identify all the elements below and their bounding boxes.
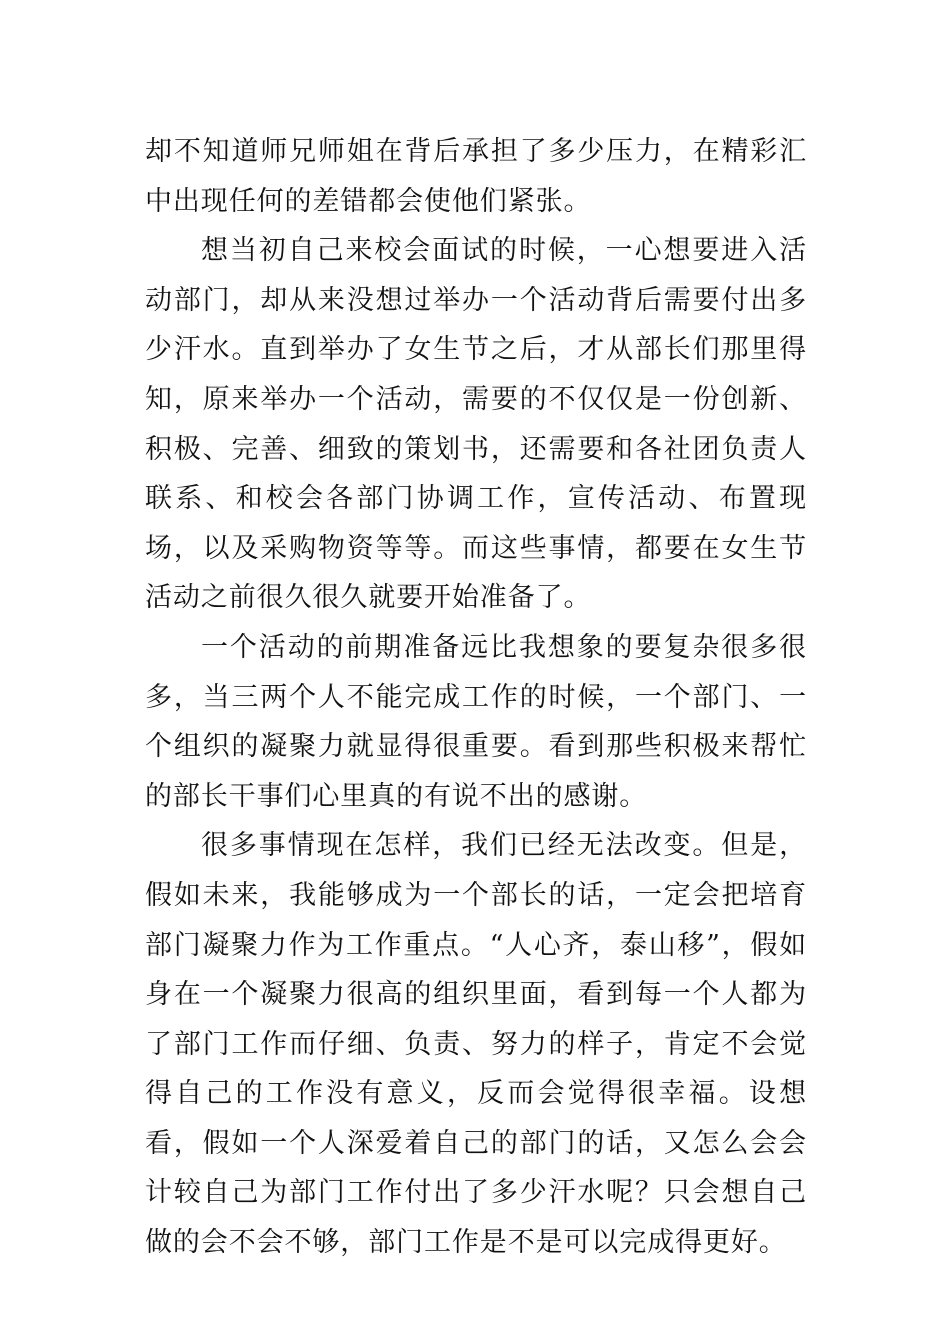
paragraph-1: 却不知道师兄师姐在背后承担了多少压力，在精彩汇中出现任何的差错都会使他们紧张。 xyxy=(145,136,807,217)
paragraph-3: 一个活动的前期准备远比我想象的要复杂很多很多，当三两个人不能完成工作的时候，一个部门、一个组织的凝聚力就显得很重要。看到那些积极来帮忙的部长干事们心里真的有说不出的感谢。 xyxy=(145,631,807,812)
paragraph-4: 很多事情现在怎样，我们已经无法改变。但是，假如未来，我能够成为一个部长的话，一定会把培育部门凝聚力作为工作重点。“人心齐，泰山移”，假如身在一个凝聚力很高的组织里面，看到每一个人都为了部门工作而仔细、负责、努力的样子，肯定不会觉得自己的工作没有意义，反而会觉得很幸福。设想看，假如一个人深爱着自己的部门的话，又怎么会会计较自己为部门工作付出了多少汗水呢？只会想自己做的会不会不够，部门工作是不是可以完成得更好。 xyxy=(145,830,807,1259)
document-body xyxy=(145,127,807,1268)
paragraph-2: 想当初自己来校会面试的时候，一心想要进入活动部门，却从来没想过举办一个活动背后需要付出多少汗水。直到举办了女生节之后，才从部长们那里得知，原来举办一个活动，需要的不仅仅是一份创新、积极、完善、细致的策划书，还需要和各社团负责人联系、和校会各部门协调工作，宣传活动、布置现场，以及采购物资等等。而这些事情，都要在女生节活动之前很久很久就要开始准备了。 xyxy=(145,235,807,614)
